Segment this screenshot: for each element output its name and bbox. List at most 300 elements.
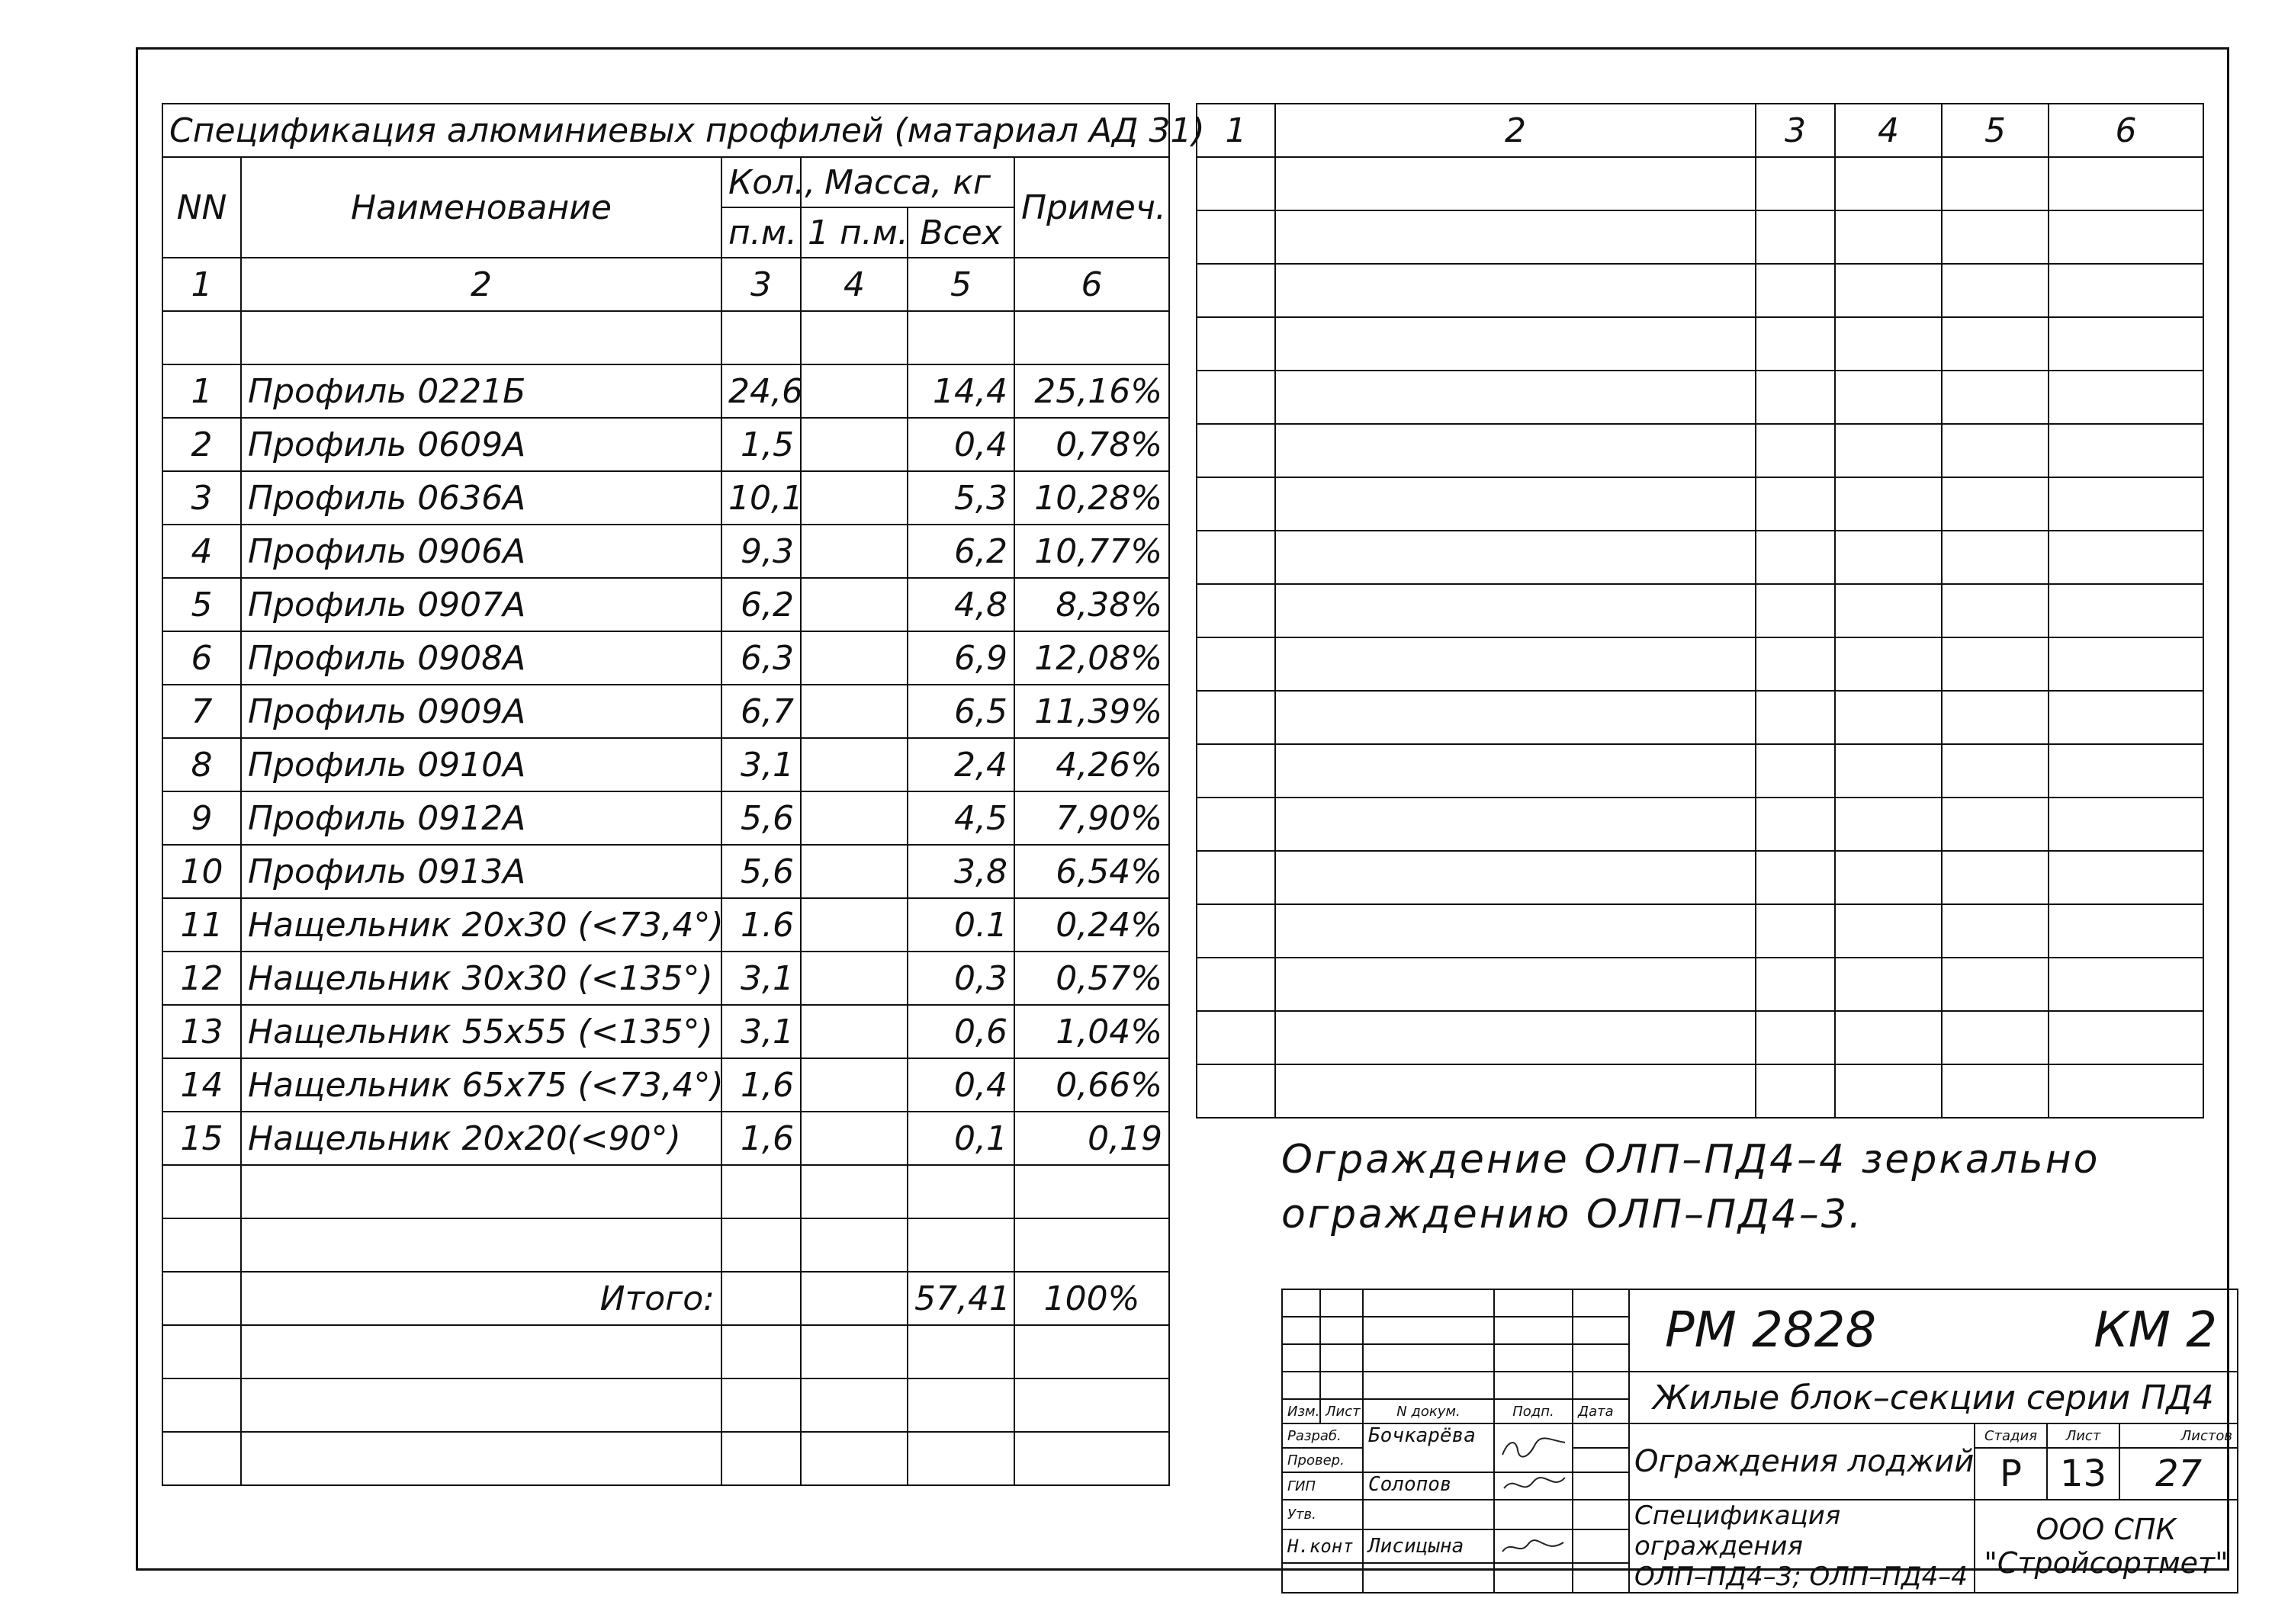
row-name: Профиль 0907А xyxy=(241,578,721,631)
table-row xyxy=(162,578,1169,631)
label-list: Лист xyxy=(1320,1399,1363,1423)
row-unit-mass xyxy=(801,1058,908,1112)
empty-cell xyxy=(1942,584,2049,637)
empty-cell xyxy=(1835,264,1942,317)
row-note: 25,16% xyxy=(1014,364,1169,418)
row-number: 9 xyxy=(162,791,241,845)
table-row xyxy=(162,952,1169,1005)
empty-cell xyxy=(2049,477,2203,531)
empty-cell xyxy=(1756,424,1835,477)
empty-cell xyxy=(1835,958,1942,1011)
row-note: 0,19 xyxy=(1014,1112,1169,1165)
sheets-value: 27 xyxy=(2119,1448,2238,1500)
row-total-mass: 4,5 xyxy=(908,791,1014,845)
empty-row xyxy=(162,1218,1169,1272)
empty-row xyxy=(1197,424,2203,477)
row-number: 5 xyxy=(162,578,241,631)
empty-cell xyxy=(1197,371,1275,424)
label-sheets: Листов xyxy=(2119,1423,2238,1448)
person-razrab: Бочкарёва xyxy=(1363,1423,1494,1472)
empty-cell xyxy=(2049,798,2203,851)
column-number-row xyxy=(162,258,1169,311)
row-name: Нащельник 20х20(<90°) xyxy=(241,1112,721,1165)
empty-cell xyxy=(1756,904,1835,958)
sheet-code: КМ 2 xyxy=(2094,1302,2217,1359)
header-nn: NN xyxy=(162,157,241,258)
table-row xyxy=(162,845,1169,898)
empty-cell xyxy=(1942,424,2049,477)
header-note: Примеч. xyxy=(1014,157,1169,258)
row-unit-mass xyxy=(801,685,908,738)
empty-cell xyxy=(1197,317,1275,371)
col-number: 4 xyxy=(1835,104,1942,157)
empty-cell xyxy=(1275,424,1756,477)
empty-row xyxy=(162,311,1169,364)
row-note: 4,26% xyxy=(1014,738,1169,791)
row-number: 12 xyxy=(162,952,241,1005)
empty-cell xyxy=(1275,958,1756,1011)
empty-row xyxy=(1197,744,2203,798)
row-total-mass: 0,4 xyxy=(908,1058,1014,1112)
drawing-name-line-1: Спецификация ограждения xyxy=(1634,1500,1841,1561)
empty-cell xyxy=(1942,1064,2049,1118)
empty-cell xyxy=(2049,371,2203,424)
empty-cell xyxy=(1197,531,1275,584)
empty-row xyxy=(1197,851,2203,904)
row-note: 0,66% xyxy=(1014,1058,1169,1112)
empty-cell xyxy=(1942,904,2049,958)
total-note: 100% xyxy=(1014,1272,1169,1325)
empty-cell xyxy=(1835,851,1942,904)
total-label: Итого: xyxy=(241,1272,721,1325)
row-name: Профиль 0609А xyxy=(241,418,721,471)
row-total-mass: 6,2 xyxy=(908,525,1014,578)
project-name: Жилые блок–секции серии ПД4 xyxy=(1629,1372,2238,1423)
signature-nkontr xyxy=(1494,1529,1573,1563)
empty-row xyxy=(1197,798,2203,851)
table-row xyxy=(162,471,1169,525)
empty-cell xyxy=(1756,531,1835,584)
empty-cell xyxy=(1942,264,2049,317)
row-total-mass: 0.1 xyxy=(908,898,1014,952)
object-name: Ограждения лоджий xyxy=(1629,1423,1975,1500)
row-number: 14 xyxy=(162,1058,241,1112)
empty-cell xyxy=(1835,317,1942,371)
spec-title: Спецификация алюминиевых профилей (матариал АД 31) xyxy=(162,104,1169,157)
row-name: Профиль 0913А xyxy=(241,845,721,898)
row-note: 12,08% xyxy=(1014,631,1169,685)
col-number: 2 xyxy=(241,258,721,311)
row-unit-mass xyxy=(801,578,908,631)
empty-cell xyxy=(1275,371,1756,424)
col-number: 1 xyxy=(162,258,241,311)
empty-cell xyxy=(1835,904,1942,958)
empty-cell xyxy=(1835,1064,1942,1118)
label-data: Дата xyxy=(1573,1399,1629,1423)
empty-row xyxy=(162,1432,1169,1485)
table-row xyxy=(162,1058,1169,1112)
row-note: 10,28% xyxy=(1014,471,1169,525)
empty-cell xyxy=(1197,157,1275,210)
empty-row xyxy=(1197,157,2203,210)
row-note: 0,24% xyxy=(1014,898,1169,952)
empty-cell xyxy=(1942,958,2049,1011)
empty-cell xyxy=(1197,264,1275,317)
empty-cell xyxy=(1942,317,2049,371)
empty-cell xyxy=(1942,1011,2049,1064)
empty-cell xyxy=(1275,477,1756,531)
empty-cell xyxy=(1942,637,2049,691)
row-note: 1,04% xyxy=(1014,1005,1169,1058)
row-name: Нащельник 55х55 (<135°) xyxy=(241,1005,721,1058)
empty-cell xyxy=(1275,744,1756,798)
empty-cell xyxy=(2049,904,2203,958)
empty-cell xyxy=(1197,904,1275,958)
row-note: 8,38% xyxy=(1014,578,1169,631)
row-name: Профиль 0910А xyxy=(241,738,721,791)
empty-cell xyxy=(1756,851,1835,904)
empty-cell xyxy=(1275,531,1756,584)
empty-cell xyxy=(2049,317,2203,371)
row-note: 0,57% xyxy=(1014,952,1169,1005)
empty-cell xyxy=(2049,1011,2203,1064)
row-qty: 10,1 xyxy=(721,471,801,525)
empty-row xyxy=(1197,477,2203,531)
table-row xyxy=(162,418,1169,471)
row-unit-mass xyxy=(801,898,908,952)
empty-row xyxy=(1197,584,2203,637)
empty-cell xyxy=(1942,210,2049,264)
header-mass-total: Всех xyxy=(908,207,1014,258)
row-name: Нащельник 30х30 (<135°) xyxy=(241,952,721,1005)
empty-cell xyxy=(2049,958,2203,1011)
empty-cell xyxy=(1942,531,2049,584)
empty-cell xyxy=(1197,584,1275,637)
total-row xyxy=(162,1272,1169,1325)
empty-cell xyxy=(1942,851,2049,904)
note-line-1: Ограждение ОЛП–ПД4–4 зеркально xyxy=(1281,1137,2100,1183)
header-name: Наименование xyxy=(241,157,721,258)
note-line-2: ограждению ОЛП–ПД4–3. xyxy=(1281,1192,1864,1237)
row-unit-mass xyxy=(801,952,908,1005)
empty-cell xyxy=(1275,584,1756,637)
empty-row xyxy=(1197,1064,2203,1118)
empty-cell xyxy=(1835,637,1942,691)
row-unit-mass xyxy=(801,1005,908,1058)
empty-cell xyxy=(1835,1011,1942,1064)
empty-cell xyxy=(1197,798,1275,851)
empty-cell xyxy=(2049,1064,2203,1118)
row-total-mass: 6,5 xyxy=(908,685,1014,738)
label-stage: Стадия xyxy=(1975,1423,2047,1448)
empty-cell xyxy=(1756,691,1835,744)
empty-cell xyxy=(1275,798,1756,851)
empty-cell xyxy=(1756,1011,1835,1064)
spec-table xyxy=(162,103,1205,1486)
empty-row xyxy=(1197,904,2203,958)
row-qty: 1.6 xyxy=(721,898,801,952)
empty-cell xyxy=(1197,1011,1275,1064)
empty-cell xyxy=(1942,371,2049,424)
row-qty: 5,6 xyxy=(721,845,801,898)
col-number: 5 xyxy=(1942,104,2049,157)
empty-cell xyxy=(1275,317,1756,371)
row-name: Нащельник 20х30 (<73,4°) xyxy=(241,898,721,952)
col-number: 3 xyxy=(1756,104,1835,157)
row-qty: 9,3 xyxy=(721,525,801,578)
total-mass: 57,41 xyxy=(908,1272,1014,1325)
signature-razrab xyxy=(1494,1423,1573,1472)
table-row xyxy=(162,631,1169,685)
row-total-mass: 0,3 xyxy=(908,952,1014,1005)
empty-cell xyxy=(1275,264,1756,317)
table-row xyxy=(162,1005,1169,1058)
row-name: Профиль 0908А xyxy=(241,631,721,685)
col-number: 6 xyxy=(2049,104,2203,157)
empty-cell xyxy=(1275,691,1756,744)
empty-row xyxy=(162,1325,1169,1378)
empty-cell xyxy=(1275,1011,1756,1064)
row-unit-mass xyxy=(801,631,908,685)
role-utv: Утв. xyxy=(1282,1500,1363,1529)
empty-cell xyxy=(2049,584,2203,637)
column-number-row xyxy=(1197,104,2203,157)
person-nkontr: Лисицына xyxy=(1363,1529,1494,1563)
empty-cell xyxy=(2049,210,2203,264)
row-note: 10,77% xyxy=(1014,525,1169,578)
empty-cell xyxy=(1942,798,2049,851)
empty-cell xyxy=(1197,851,1275,904)
empty-cell xyxy=(2049,691,2203,744)
empty-cell xyxy=(1835,477,1942,531)
person-prover: Солопов xyxy=(1363,1472,1494,1500)
empty-cell xyxy=(1756,744,1835,798)
row-qty: 3,1 xyxy=(721,1005,801,1058)
empty-cell xyxy=(1942,477,2049,531)
row-total-mass: 0,6 xyxy=(908,1005,1014,1058)
label-ndoc: N докум. xyxy=(1363,1399,1494,1423)
col-number: 3 xyxy=(721,258,801,311)
empty-cell xyxy=(2049,264,2203,317)
row-total-mass: 6,9 xyxy=(908,631,1014,685)
row-number: 13 xyxy=(162,1005,241,1058)
signature-icon xyxy=(1499,1435,1568,1461)
empty-cell xyxy=(1835,424,1942,477)
row-name: Профиль 0906А xyxy=(241,525,721,578)
row-number: 3 xyxy=(162,471,241,525)
row-number: 7 xyxy=(162,685,241,738)
empty-row xyxy=(162,1378,1169,1432)
row-unit-mass xyxy=(801,845,908,898)
row-total-mass: 3,8 xyxy=(908,845,1014,898)
empty-cell xyxy=(1835,157,1942,210)
organization xyxy=(1975,1500,2238,1593)
header-mass: Масса, кг xyxy=(801,157,1014,207)
empty-cell xyxy=(1835,210,1942,264)
role-gip: ГИП xyxy=(1282,1472,1363,1500)
empty-cell xyxy=(2049,851,2203,904)
empty-cell xyxy=(1275,904,1756,958)
row-number: 10 xyxy=(162,845,241,898)
row-note: 11,39% xyxy=(1014,685,1169,738)
empty-cell xyxy=(1197,424,1275,477)
row-unit-mass xyxy=(801,1112,908,1165)
row-qty: 24,6 xyxy=(721,364,801,418)
row-number: 1 xyxy=(162,364,241,418)
empty-row xyxy=(1197,531,2203,584)
empty-cell xyxy=(2049,637,2203,691)
row-note: 0,78% xyxy=(1014,418,1169,471)
empty-cell xyxy=(1942,744,2049,798)
continuation-table xyxy=(1196,103,2204,1119)
empty-cell xyxy=(1756,317,1835,371)
empty-cell xyxy=(1197,210,1275,264)
table-row xyxy=(162,525,1169,578)
row-unit-mass xyxy=(801,471,908,525)
row-number: 8 xyxy=(162,738,241,791)
empty-cell xyxy=(1756,798,1835,851)
empty-cell xyxy=(1835,744,1942,798)
signature-prover xyxy=(1494,1472,1573,1500)
row-qty: 6,2 xyxy=(721,578,801,631)
row-unit-mass xyxy=(801,738,908,791)
empty-row xyxy=(1197,210,2203,264)
empty-row xyxy=(1197,371,2203,424)
row-total-mass: 14,4 xyxy=(908,364,1014,418)
table-row xyxy=(162,791,1169,845)
col-number: 6 xyxy=(1014,258,1169,311)
empty-cell xyxy=(1835,584,1942,637)
row-qty: 6,3 xyxy=(721,631,801,685)
empty-cell xyxy=(1756,584,1835,637)
header-mass-unit: 1 п.м. xyxy=(801,207,908,258)
empty-cell xyxy=(2049,744,2203,798)
col-number: 4 xyxy=(801,258,908,311)
row-name: Профиль 0636А xyxy=(241,471,721,525)
row-unit-mass xyxy=(801,525,908,578)
empty-cell xyxy=(1756,264,1835,317)
sheet-value: 13 xyxy=(2047,1448,2119,1500)
empty-cell xyxy=(1835,798,1942,851)
empty-cell xyxy=(1835,371,1942,424)
empty-cell xyxy=(1756,477,1835,531)
col-number: 5 xyxy=(908,258,1014,311)
empty-cell xyxy=(1835,691,1942,744)
row-qty: 1,6 xyxy=(721,1112,801,1165)
empty-row xyxy=(1197,1011,2203,1064)
empty-cell xyxy=(1197,637,1275,691)
row-total-mass: 2,4 xyxy=(908,738,1014,791)
row-total-mass: 4,8 xyxy=(908,578,1014,631)
empty-cell xyxy=(1756,157,1835,210)
doc-code: РМ 2828 xyxy=(1665,1302,1877,1359)
drawing-name-line-2: ОЛП–ПД4–3; ОЛП–ПД4–4 xyxy=(1634,1561,1968,1592)
empty-cell xyxy=(1756,1064,1835,1118)
row-qty: 1,6 xyxy=(721,1058,801,1112)
title-block xyxy=(1281,1289,2238,1594)
doc-code-cell xyxy=(1629,1289,2238,1372)
table-row xyxy=(162,364,1169,418)
empty-cell xyxy=(1275,637,1756,691)
col-number: 1 xyxy=(1197,104,1275,157)
empty-cell xyxy=(1756,371,1835,424)
role-prover: Провер. xyxy=(1282,1448,1363,1472)
empty-cell xyxy=(1275,1064,1756,1118)
col-number: 2 xyxy=(1275,104,1756,157)
signature-icon xyxy=(1499,1533,1568,1559)
empty-cell xyxy=(1835,531,1942,584)
empty-cell xyxy=(1756,210,1835,264)
empty-cell xyxy=(1942,157,2049,210)
empty-cell xyxy=(2049,424,2203,477)
row-number: 4 xyxy=(162,525,241,578)
label-podp: Подп. xyxy=(1494,1399,1573,1423)
empty-cell xyxy=(1197,477,1275,531)
empty-row xyxy=(1197,637,2203,691)
empty-cell xyxy=(1756,958,1835,1011)
row-name: Профиль 0909А xyxy=(241,685,721,738)
row-qty: 3,1 xyxy=(721,952,801,1005)
stage-value: Р xyxy=(1975,1448,2047,1500)
drawing-note xyxy=(1281,1132,2100,1242)
empty-cell xyxy=(1197,1064,1275,1118)
org-line-1: ООО СПК xyxy=(2036,1513,2177,1546)
role-razrab: Разраб. xyxy=(1282,1423,1363,1448)
label-sheet: Лист xyxy=(2047,1423,2119,1448)
empty-cell xyxy=(1275,851,1756,904)
empty-row xyxy=(1197,264,2203,317)
row-qty: 6,7 xyxy=(721,685,801,738)
row-number: 2 xyxy=(162,418,241,471)
empty-cell xyxy=(1942,691,2049,744)
row-qty: 1,5 xyxy=(721,418,801,471)
row-name: Профиль 0221Б xyxy=(241,364,721,418)
table-row xyxy=(162,685,1169,738)
empty-cell xyxy=(2049,157,2203,210)
empty-cell xyxy=(1197,691,1275,744)
row-total-mass: 5,3 xyxy=(908,471,1014,525)
empty-cell xyxy=(2049,531,2203,584)
row-qty: 5,6 xyxy=(721,791,801,845)
empty-row xyxy=(1197,691,2203,744)
row-unit-mass xyxy=(801,418,908,471)
table-row xyxy=(162,738,1169,791)
role-nkontr: Н.конт xyxy=(1282,1529,1363,1563)
row-qty: 3,1 xyxy=(721,738,801,791)
row-note: 6,54% xyxy=(1014,845,1169,898)
empty-cell xyxy=(1275,157,1756,210)
table-row xyxy=(162,1112,1169,1165)
row-number: 11 xyxy=(162,898,241,952)
empty-cell xyxy=(1197,958,1275,1011)
org-line-2: "Стройсортмет" xyxy=(1984,1546,2229,1580)
signature-icon xyxy=(1499,1473,1568,1499)
empty-cell xyxy=(1756,637,1835,691)
row-number: 15 xyxy=(162,1112,241,1165)
row-unit-mass xyxy=(801,364,908,418)
row-total-mass: 0,1 xyxy=(908,1112,1014,1165)
row-name: Профиль 0912А xyxy=(241,791,721,845)
empty-row xyxy=(1197,317,2203,371)
empty-row xyxy=(162,1165,1169,1218)
empty-cell xyxy=(1275,210,1756,264)
drawing-name xyxy=(1629,1500,1975,1593)
header-qty-unit: п.м. xyxy=(721,207,801,258)
row-note: 7,90% xyxy=(1014,791,1169,845)
header-qty-top: Кол., xyxy=(721,157,801,207)
row-unit-mass xyxy=(801,791,908,845)
empty-cell xyxy=(1197,744,1275,798)
